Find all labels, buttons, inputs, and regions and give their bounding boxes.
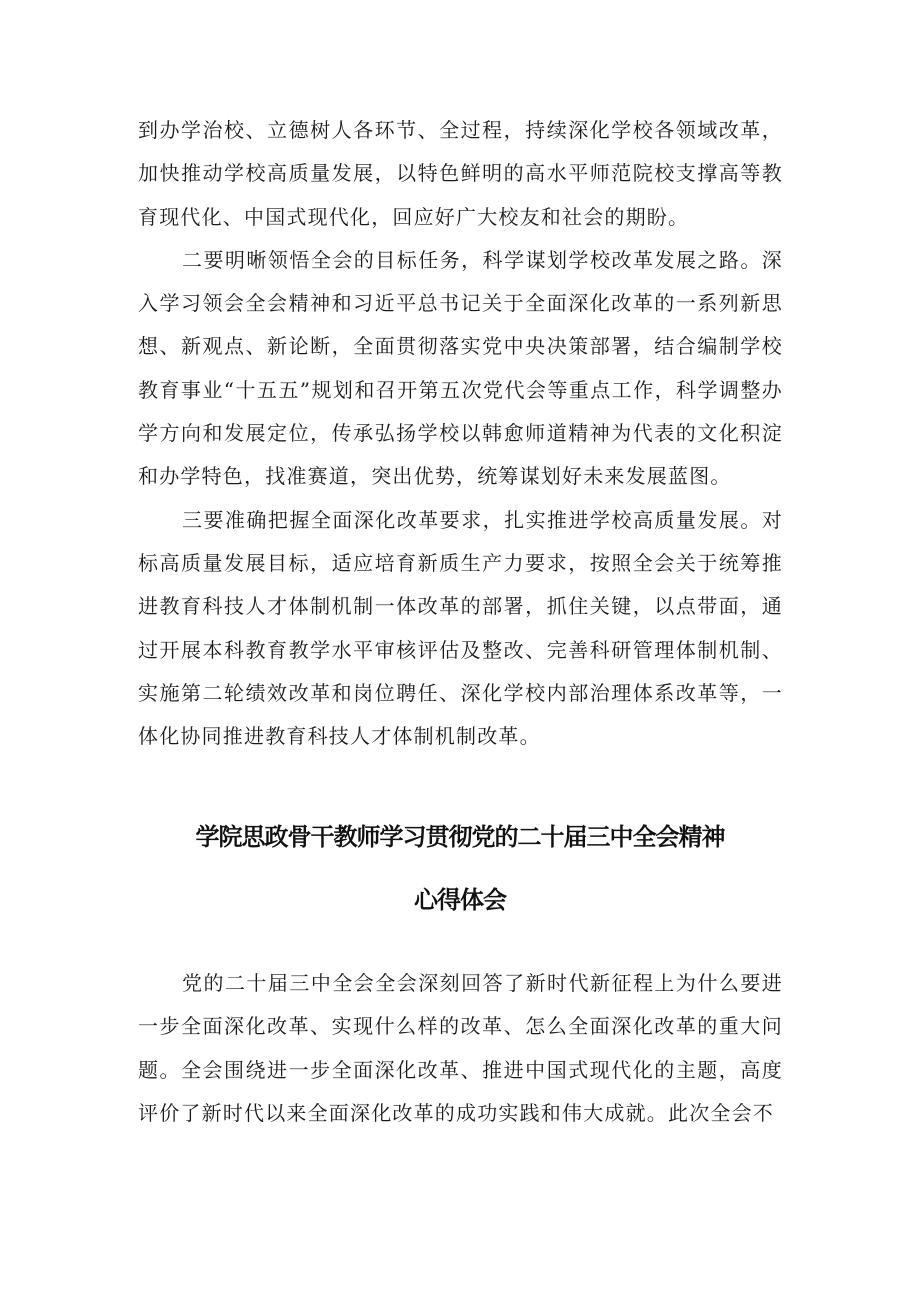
article-title-line-2: 心得体会 xyxy=(414,886,506,914)
upper-text-block xyxy=(138,109,783,758)
paragraph-point-three: 三要准确把握全面深化改革要求，扎实推进学校高质量发展。对标高质量发展目标，适应培育新质生产力要求，按照全会关于统筹推进教育科技人才体制机制一体改革的部署，抓住关键，以点带面，通过开展本科教育教学水平审核评估及整改、完善科研管理体制机制、实施第二轮绩效改革和岗位聘任、深化学校内部治理体系改革等，一体化协同推进教育科技人才体制机制改革。 xyxy=(138,507,783,749)
lower-text-block xyxy=(138,962,783,1135)
article-title-line-1: 学院思政骨干教师学习贯彻党的二十届三中全会精神 xyxy=(195,823,725,851)
paragraph-intro: 党的二十届三中全会全会深刻回答了新时代新征程上为什么要进一步全面深化改革、实现什么样的改革、怎么全面深化改革的重大问题。全会围绕进一步全面深化改革、推进中国式现代化的主题，高度评价了新时代以来全面深化改革的成功实践和伟大成就。此次全会不 xyxy=(138,971,783,1125)
paragraph-continuation: 到办学治校、立德树人各环节、全过程，持续深化学校各领域改革，加快推动学校高质量发展，以特色鲜明的高水平师范院校支撑高等教育现代化、中国式现代化，回应好广大校友和社会的期盼。 xyxy=(138,118,783,229)
paragraph-point-two: 二要明晰领悟全会的目标任务，科学谋划学校改革发展之路。深入学习领会全会精神和习近平总书记关于全面深化改革的一系列新思想、新观点、新论断，全面贯彻落实党中央决策部署，结合编制学校教育事业“十五五”规划和召开第五次党代会等重点工作，科学调整办学方向和发展定位，传承弘扬学校以韩愈师道精神为代表的文化积淀和办学特色，找准赛道，突出优势，统筹谋划好未来发展蓝图。 xyxy=(138,247,783,489)
